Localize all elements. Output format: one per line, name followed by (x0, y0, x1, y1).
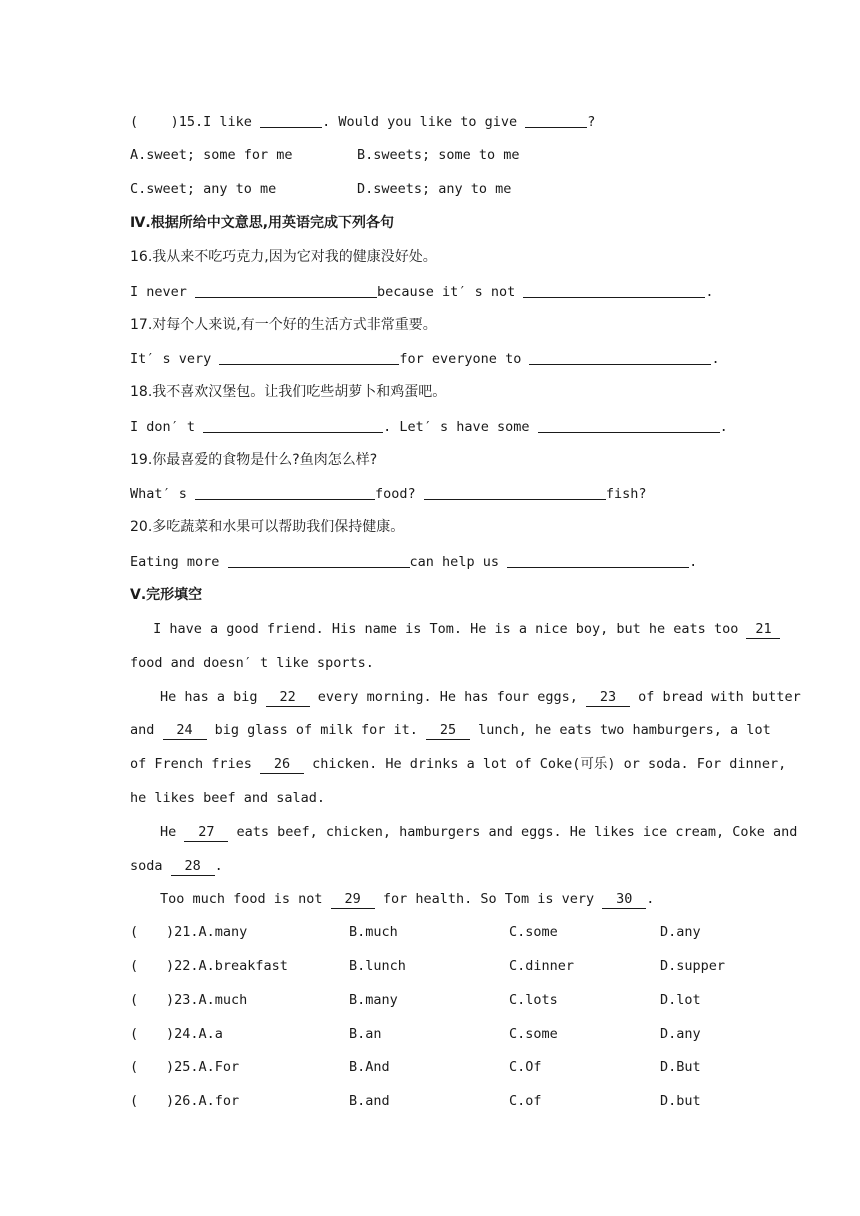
choice-option-b[interactable]: B.And (349, 1059, 390, 1075)
cloze-line-8 (130, 857, 223, 876)
q17-english (130, 350, 720, 368)
choice-option-b[interactable]: B.an (349, 1026, 382, 1042)
q20-blank-1[interactable] (228, 553, 410, 568)
choice-paren: ( (130, 958, 139, 974)
q19-english (130, 485, 646, 503)
choice-paren: ( (130, 1026, 139, 1042)
q19-en-part3: fish? (605, 486, 647, 502)
choice-row-23 (130, 992, 730, 1010)
cloze-line-4 (130, 721, 771, 740)
q15-stem-part1: 15.I like (178, 114, 261, 130)
cloze-line-3 (160, 688, 801, 707)
cloze-blank-22[interactable]: 22 (266, 688, 310, 707)
q20-english (130, 553, 697, 571)
choice-option-a[interactable]: )22.A.breakfast (166, 958, 288, 974)
q15-blank-2[interactable] (525, 113, 587, 128)
q20-en-part3: . (689, 554, 698, 570)
q15-option-a[interactable]: A.sweet; some for me (130, 147, 293, 163)
choice-option-c[interactable]: C.some (509, 924, 558, 940)
q18-english (130, 418, 728, 436)
choice-option-b[interactable]: B.lunch (349, 958, 406, 974)
q16-english (130, 283, 713, 301)
cloze-line-6: he likes beef and salad. (130, 790, 326, 806)
choice-option-c[interactable]: C.dinner (509, 958, 575, 974)
cloze-line-2: food and doesn′ t like sports. (130, 655, 374, 671)
q18-en-part3: . (719, 419, 728, 435)
cloze-text-4a: of French fries (130, 756, 261, 772)
choice-option-a[interactable]: )25.A.For (166, 1059, 240, 1075)
q18-en-part2: . Let′ s have some (383, 419, 538, 435)
cloze-blank-26[interactable]: 26 (260, 755, 304, 774)
choice-option-d[interactable]: D.any (660, 1026, 701, 1042)
choice-option-d[interactable]: D.any (660, 924, 701, 940)
cloze-text-2c: of bread with butter (630, 689, 801, 705)
cloze-text-7b: . (214, 858, 223, 874)
choice-option-d[interactable]: D.But (660, 1059, 701, 1075)
q15-paren: ( ) (130, 114, 179, 130)
cloze-blank-28[interactable]: 28 (171, 857, 215, 876)
q16-chinese: 16.我从来不吃巧克力,因为它对我的健康没好处。 (130, 249, 437, 265)
choice-option-c[interactable]: C.Of (509, 1059, 542, 1075)
choice-row-24 (130, 1026, 730, 1044)
choice-row-25 (130, 1059, 730, 1077)
q15-option-c[interactable]: C.sweet; any to me (130, 181, 277, 197)
choice-option-d[interactable]: D.supper (660, 958, 726, 974)
cloze-text-3b: big glass of milk for it. (206, 722, 426, 738)
choice-row-22 (130, 958, 730, 976)
q17-en-part1: It′ s very (130, 351, 220, 367)
section4-title: Ⅳ.根据所给中文意思,用英语完成下列各句 (130, 215, 395, 231)
choice-option-d[interactable]: D.lot (660, 992, 701, 1008)
choice-option-a[interactable]: )24.A.a (166, 1026, 223, 1042)
q20-chinese: 20.多吃蔬菜和水果可以帮助我们保持健康。 (130, 519, 405, 535)
q17-en-part2: for everyone to (399, 351, 530, 367)
q17-en-part3: . (711, 351, 720, 367)
cloze-blank-29[interactable]: 29 (331, 890, 375, 909)
q17-chinese: 17.对每个人来说,有一个好的生活方式非常重要。 (130, 317, 437, 333)
q15-option-b[interactable]: B.sweets; some to me (357, 147, 520, 163)
choice-option-a[interactable]: )23.A.much (166, 992, 248, 1008)
cloze-text-6b: eats beef, chicken, hamburgers and eggs. He likes ice cream, Coke and (228, 824, 798, 840)
q16-blank-2[interactable] (523, 283, 705, 298)
choice-option-c[interactable]: C.of (509, 1093, 542, 1109)
cloze-text-8b: for health. So Tom is very (374, 891, 603, 907)
cloze-text-7a: soda (130, 858, 171, 874)
cloze-line-1 (145, 620, 780, 639)
q19-chinese: 19.你最喜爱的食物是什么?鱼肉怎么样? (130, 452, 378, 468)
q18-blank-2[interactable] (538, 418, 720, 433)
q20-en-part1: Eating more (130, 554, 228, 570)
cloze-text-8c: . (646, 891, 655, 907)
choice-row-21 (130, 924, 730, 942)
choice-option-b[interactable]: B.much (349, 924, 398, 940)
q15-options-row1 (130, 147, 730, 165)
q18-en-part1: I don′ t (130, 419, 204, 435)
cloze-blank-21[interactable]: 21 (746, 620, 780, 639)
cloze-text-1a: I have a good friend. His name is Tom. He is a nice boy, but he eats too (145, 621, 747, 637)
q18-chinese: 18.我不喜欢汉堡包。让我们吃些胡萝卜和鸡蛋吧。 (130, 384, 447, 400)
cloze-text-8a: Too much food is not (160, 891, 331, 907)
cloze-text-3c: lunch, he eats two hamburgers, a lot (469, 722, 771, 738)
cloze-text-6a: He (160, 824, 185, 840)
choice-option-a[interactable]: )21.A.many (166, 924, 248, 940)
q15-stem-part3: ? (587, 114, 596, 130)
cloze-line-5 (130, 755, 786, 774)
choice-option-c[interactable]: C.some (509, 1026, 558, 1042)
q15-blank-1[interactable] (260, 113, 322, 128)
choice-option-b[interactable]: B.and (349, 1093, 390, 1109)
choice-option-d[interactable]: D.but (660, 1093, 701, 1109)
cloze-text-3a: and (130, 722, 163, 738)
cloze-text-4b: chicken. He drinks a lot of Coke(可乐) or soda. For dinner, (304, 756, 787, 772)
choice-option-a[interactable]: )26.A.for (166, 1093, 240, 1109)
q15-stem-part2: . Would you like to give (322, 114, 526, 130)
q19-blank-1[interactable] (195, 485, 375, 500)
choice-option-b[interactable]: B.many (349, 992, 398, 1008)
q17-blank-2[interactable] (529, 350, 711, 365)
q20-en-part2: can help us (409, 554, 508, 570)
q16-en-part3: . (705, 284, 714, 300)
q16-en-part2: because it′ s not (377, 284, 524, 300)
section5-title: Ⅴ.完形填空 (130, 587, 203, 603)
cloze-line-9 (160, 890, 654, 909)
q15-options-row2 (130, 181, 730, 199)
choice-paren: ( (130, 992, 139, 1008)
cloze-blank-30[interactable]: 30 (602, 890, 646, 909)
q19-blank-2[interactable] (424, 485, 606, 500)
choice-row-26 (130, 1093, 730, 1111)
choice-paren: ( (130, 924, 139, 940)
choice-paren: ( (130, 1059, 139, 1075)
cloze-blank-24[interactable]: 24 (163, 721, 207, 740)
choice-option-c[interactable]: C.lots (509, 992, 558, 1008)
q15-stem (130, 113, 595, 131)
cloze-text-2a: He has a big (160, 689, 266, 705)
q17-blank-1[interactable] (219, 350, 399, 365)
cloze-blank-25[interactable]: 25 (426, 721, 470, 740)
cloze-line-7 (160, 823, 797, 842)
q20-blank-2[interactable] (507, 553, 689, 568)
q19-en-part2: food? (375, 486, 424, 502)
choice-paren: ( (130, 1093, 139, 1109)
q16-blank-1[interactable] (195, 283, 377, 298)
cloze-text-2b: every morning. He has four eggs, (309, 689, 587, 705)
q18-blank-1[interactable] (203, 418, 383, 433)
q16-en-part1: I never (130, 284, 196, 300)
cloze-blank-27[interactable]: 27 (184, 823, 228, 842)
cloze-blank-23[interactable]: 23 (586, 688, 630, 707)
q15-option-d[interactable]: D.sweets; any to me (357, 181, 512, 197)
q19-en-part1: What′ s (130, 486, 196, 502)
